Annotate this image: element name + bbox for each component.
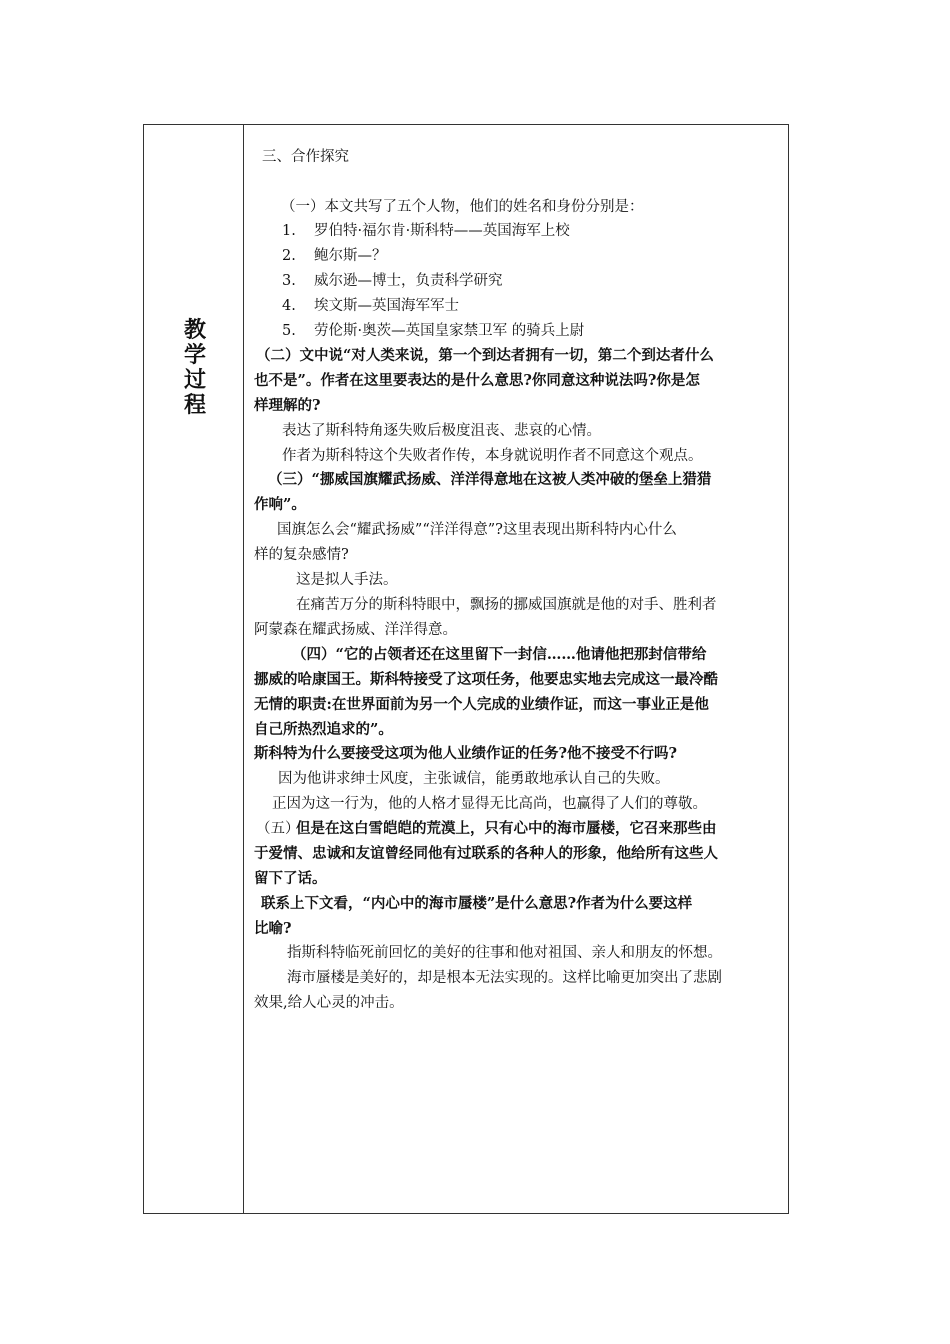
q2-question-line: （二）文中说“对人类来说，第一个到达者拥有一切，第二个到达者什么 xyxy=(256,347,714,364)
q1-intro: （一）本文共写了五个人物，他们的姓名和身份分别是： xyxy=(281,199,644,215)
list-item-text: 鲍尔斯—？ xyxy=(314,248,387,264)
q4-question-line: 自己所热烈追求的”。 xyxy=(254,721,393,738)
q3-answer-line: 在痛苦万分的斯科特眼中，飘扬的挪威国旗就是他的对手、胜利者 xyxy=(296,597,717,613)
q2-question-line: 样理解的? xyxy=(254,397,321,414)
list-item-number: 1. xyxy=(282,223,296,239)
row-label-char: 过 xyxy=(183,368,206,393)
list-item-text: 劳伦斯·奥茨—英国皇家禁卫军 的骑兵上尉 xyxy=(314,323,585,339)
q3-subquestion-line: 样的复杂感情? xyxy=(254,547,349,563)
q3-question-line: 作响”。 xyxy=(254,496,306,513)
row-label-char: 程 xyxy=(183,393,206,418)
q5-question-line: 于爱情、忠诚和友谊曾经同他有过联系的各种人的形象，他给所有这些人 xyxy=(254,845,718,862)
q5-question-line: 联系上下文看，“内心中的海市蜃楼”是什么意思?作者为什么要这样 xyxy=(261,895,693,912)
list-item-text: 埃文斯—英国海军军士 xyxy=(314,298,459,314)
q5-question-line: 留下了话。 xyxy=(254,870,327,887)
list-item-number: 3. xyxy=(282,273,296,289)
list-item-number: 5. xyxy=(282,323,296,339)
q3-question-line: （三）“挪威国旗耀武扬威、洋洋得意地在这被人类冲破的堡垒上猎猎 xyxy=(268,471,712,488)
list-item-text: 罗伯特·福尔肯·斯科特——英国海军上校 xyxy=(314,223,570,239)
q4-question-line: 无情的职责:在世界面前为另一个人完成的业绩作证，而这一事业正是他 xyxy=(254,696,709,713)
q2-question-line: 也不是”。作者在这里要表达的是什么意思?你同意这种说法吗?你是怎 xyxy=(254,372,700,389)
list-item-number: 4. xyxy=(282,298,296,314)
q5-answer-line: 效果,给人心灵的冲击。 xyxy=(254,995,404,1011)
q4-answer-line: 正因为这一行为，他的人格才显得无比高尚，也赢得了人们的尊敬。 xyxy=(272,796,707,812)
q3-answer-line: 这是拟人手法。 xyxy=(296,572,398,588)
q5-label: （五） xyxy=(256,821,300,837)
list-item-text: 威尔逊—博士，负责科学研究 xyxy=(314,273,503,289)
list-item-number: 2. xyxy=(282,248,296,264)
q5-answer-line: 海市蜃楼是美好的，却是根本无法实现的。这样比喻更加突出了悲剧 xyxy=(287,970,722,986)
q3-subquestion-line: 国旗怎么会“耀武扬威”“洋洋得意”?这里表现出斯科特内心什么 xyxy=(277,522,677,538)
q5-question-line: 比喻? xyxy=(254,920,292,937)
q5-answer-line: 指斯科特临死前回忆的美好的往事和他对祖国、亲人和朋友的怀想。 xyxy=(287,945,722,961)
row-label-char: 教 xyxy=(183,318,206,343)
row-label-cell xyxy=(144,125,244,1213)
row-label-char: 学 xyxy=(183,343,206,368)
q2-answer-line: 表达了斯科特角逐失败后极度沮丧、悲哀的心情。 xyxy=(282,423,601,439)
q4-question-line: 斯科特为什么要接受这项为他人业绩作证的任务?他不接受不行吗? xyxy=(254,745,677,762)
q4-question-line: 挪威的哈康国王。斯科特接受了这项任务，他要忠实地去完成这一最冷酷 xyxy=(254,671,718,688)
row-label xyxy=(181,318,209,418)
q5-question-line: 但是在这白雪皑皑的荒漠上，只有心中的海市蜃楼，它召来那些由 xyxy=(296,820,717,837)
content-cell xyxy=(244,125,788,1213)
q4-answer-line: 因为他讲求绅士风度，主张诚信，能勇敢地承认自己的失败。 xyxy=(278,771,670,787)
section-title: 三、合作探究 xyxy=(262,149,349,165)
q2-answer-line: 作者为斯科特这个失败者作传，本身就说明作者不同意这个观点。 xyxy=(282,448,703,464)
lesson-table xyxy=(143,124,789,1214)
q3-answer-line: 阿蒙森在耀武扬威、洋洋得意。 xyxy=(254,622,457,638)
q4-question-line: （四）“它的占领者还在这里留下一封信……他请他把那封信带给 xyxy=(292,646,707,663)
